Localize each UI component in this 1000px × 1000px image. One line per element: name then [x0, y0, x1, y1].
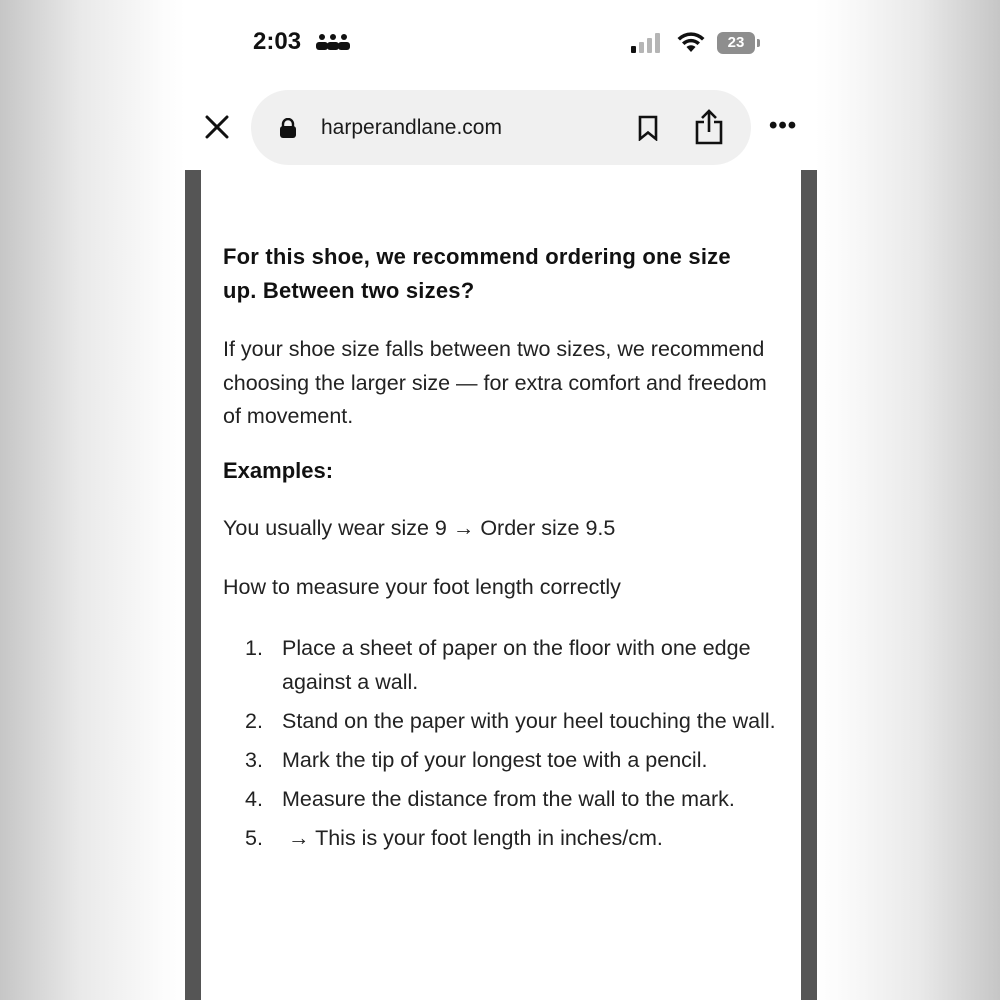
list-item	[245, 782, 785, 816]
size-recommendation-heading: For this shoe, we recommend ordering one size up. Between two sizes?	[223, 244, 731, 303]
measure-instructions-title: How to measure your foot length correctly	[223, 575, 621, 599]
lock-icon	[279, 118, 297, 138]
bookmark-icon[interactable]	[637, 115, 659, 141]
phone-screen	[185, 0, 817, 1000]
measure-steps-list	[245, 631, 785, 860]
cellular-signal-icon	[631, 33, 661, 53]
list-item	[245, 704, 785, 738]
step-text: Mark the tip of your longest toe with a pencil.	[282, 748, 708, 772]
shareplay-people-icon	[315, 33, 351, 51]
step-text: Place a sheet of paper on the floor with one edge against a wall.	[282, 636, 751, 694]
list-item	[245, 821, 785, 855]
share-icon[interactable]	[694, 109, 724, 145]
size-advice-paragraph: If your shoe size falls between two sizes, we recommend choosing the larger size — for extra comfort and freedom of movement.	[223, 337, 767, 428]
step-number: 4.	[245, 787, 263, 811]
status-time: 2:03	[253, 28, 302, 55]
url-text[interactable]: harperandlane.com	[321, 116, 502, 139]
step-text: Stand on the paper with your heel touching the wall.	[282, 709, 776, 733]
step-number: 3.	[245, 748, 263, 772]
arrow-icon: →	[288, 826, 310, 850]
wifi-icon	[677, 31, 705, 53]
battery-tip	[757, 39, 760, 47]
examples-label: Examples:	[223, 458, 334, 483]
web-content-frame	[185, 170, 817, 1000]
close-icon[interactable]	[203, 113, 231, 141]
address-bar[interactable]	[251, 90, 751, 165]
list-item	[245, 631, 785, 699]
step-text: Measure the distance from the wall to the mark.	[282, 787, 735, 811]
battery-indicator: 23	[717, 32, 755, 54]
step-number: 1.	[245, 636, 263, 660]
list-item	[245, 743, 785, 777]
web-content[interactable]	[201, 170, 801, 1000]
step-text: This is your foot length in inches/cm.	[315, 826, 663, 850]
step-number: 5.	[245, 826, 263, 850]
example-line: You usually wear size 9 → Order size 9.5	[223, 516, 616, 540]
more-icon[interactable]: •••	[769, 112, 798, 139]
step-number: 2.	[245, 709, 263, 733]
